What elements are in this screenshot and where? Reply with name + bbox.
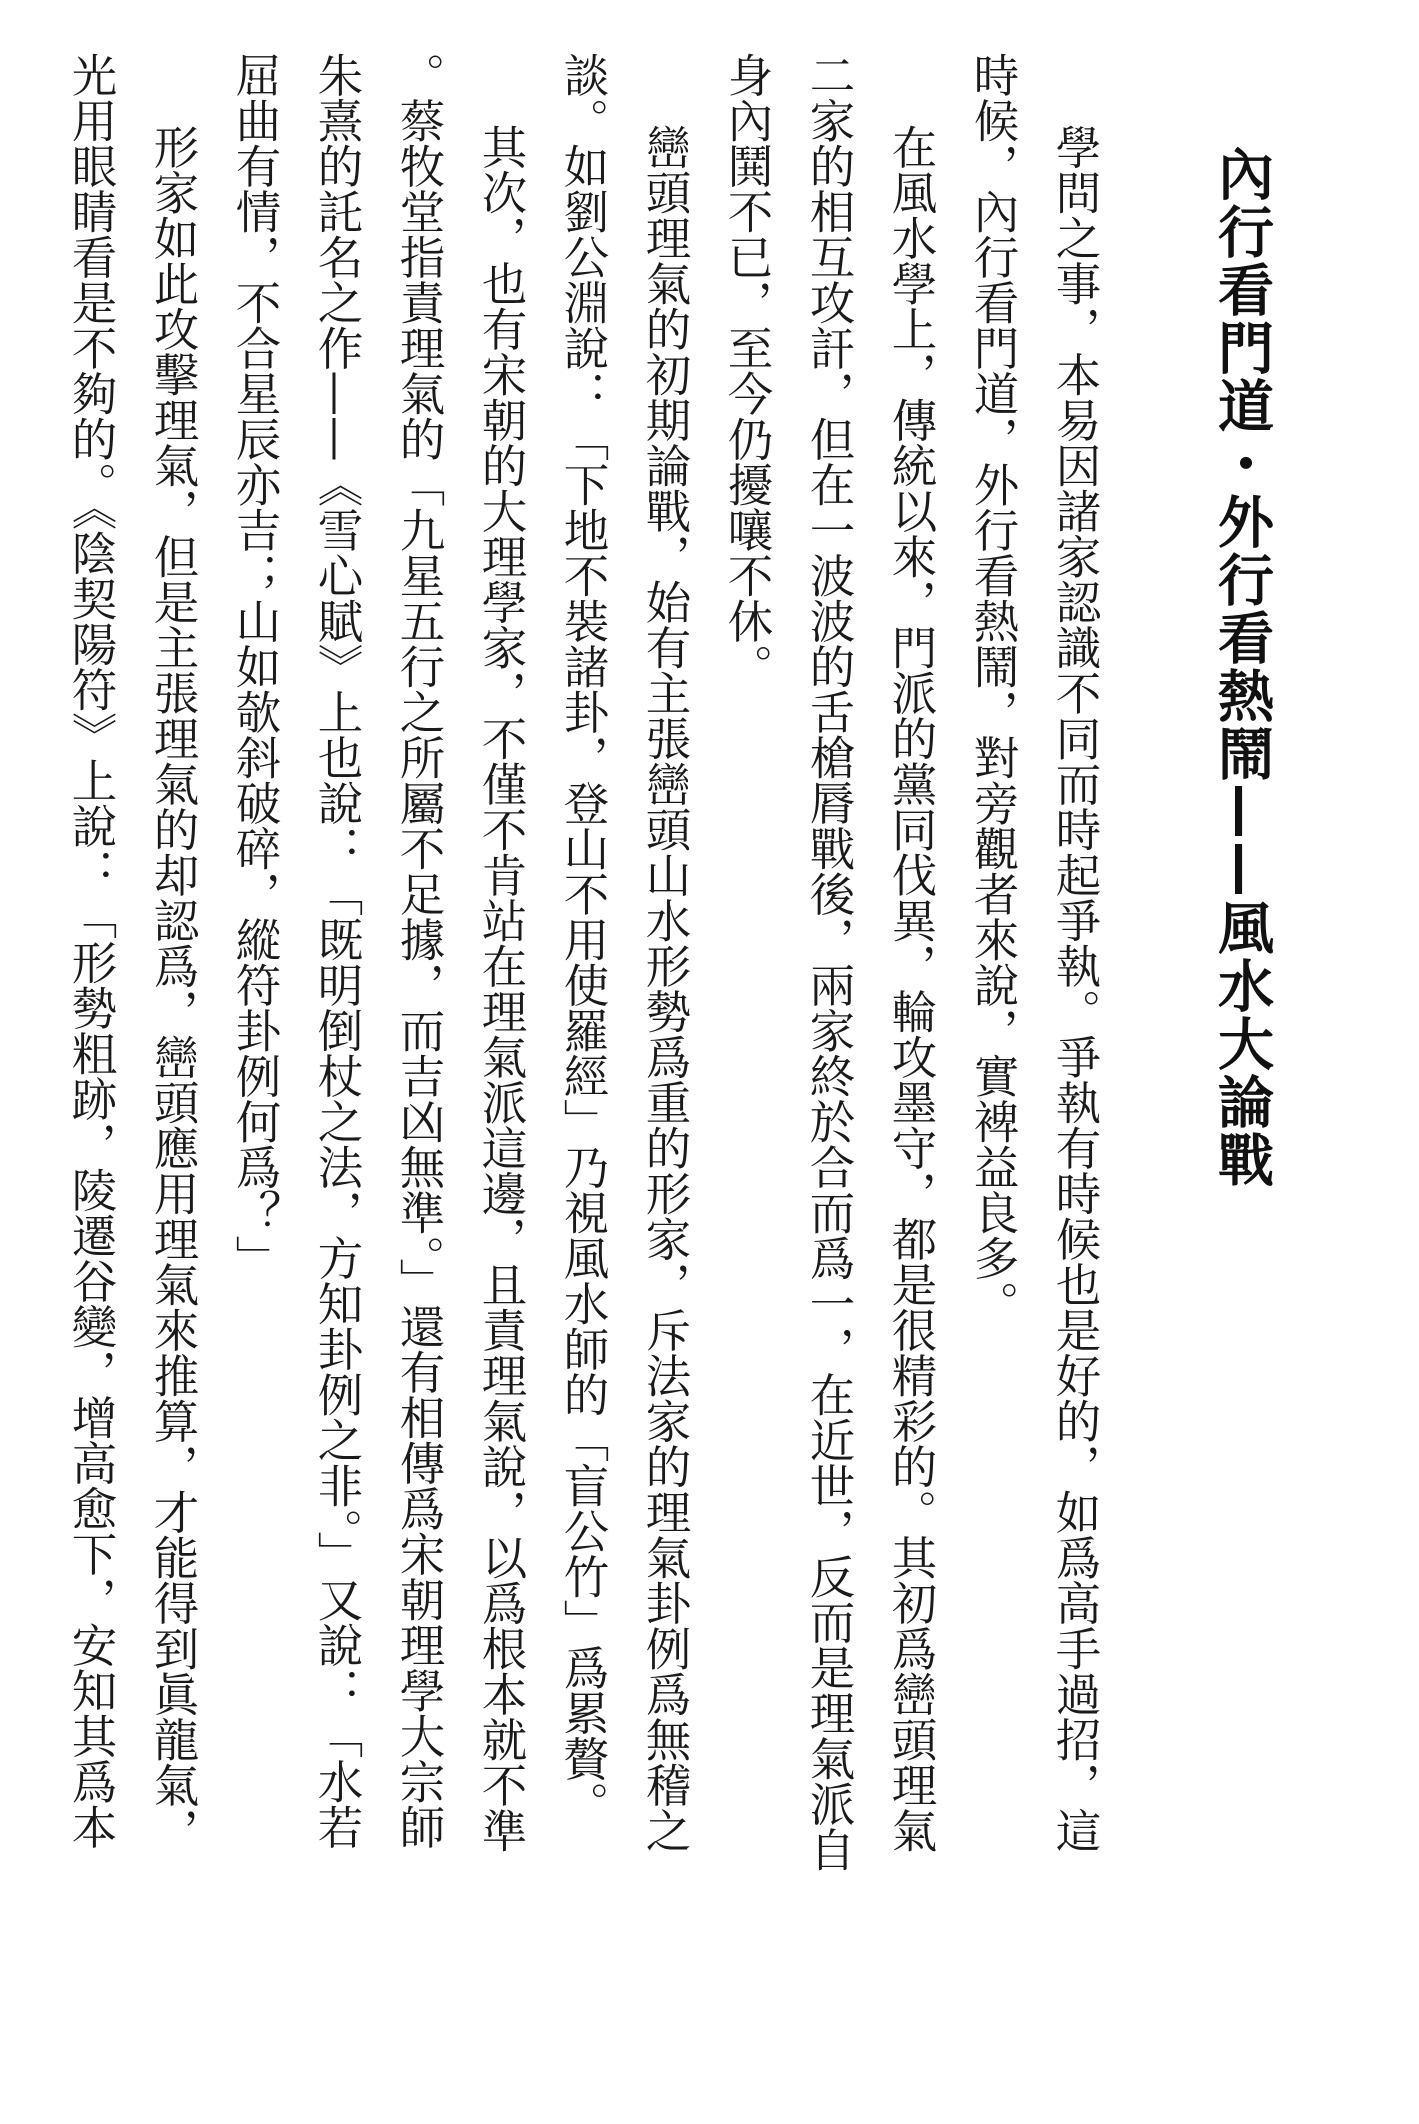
text-column-1: 學問之事，本易因諸家認識不同而時起爭執。爭執有時候也是好的，如爲高手過招，這 (1049, 124, 1102, 1853)
text-column-6: 巒頭理氣的初期論戰，始有主張巒頭山水形勢爲重的形家，斥法家的理氣卦例爲無稽之 (639, 124, 692, 1853)
text-column-5: 身內鬨不已，至今仍擾嚷不休。 (721, 52, 774, 689)
text-column-8: 其次，也有宋朝的大理學家，不僅不肯站在理氣派這邊，且責理氣說，以爲根本就不準 (475, 124, 528, 1853)
text-column-12: 形家如此攻擊理氣，但是主張理氣的却認爲，巒頭應用理氣來推算，才能得到眞龍氣， (147, 124, 200, 1853)
chapter-title: 內行看門道・外行看熱鬧——風水大論戰 (1209, 145, 1274, 1189)
text-column-3: 在風水學上，傳統以來，門派的黨同伐異，輪攻墨守，都是很精彩的。其初爲巒頭理氣 (885, 124, 938, 1853)
text-column-9: 。蔡牧堂指責理氣的「九星五行之所屬不足據，而吉凶無準。」還有相傳爲宋朝理學大宗師 (393, 52, 446, 1850)
text-column-13: 光用眼睛看是不夠的。《陰契陽符》上說：「形勢粗跡，陵遷谷變，增高愈下，安知其爲本 (65, 52, 118, 1850)
text-column-4: 二家的相互攻訐，但在一波波的舌槍脣戰後，兩家終於合而爲一，在近世，反而是理氣派自 (803, 52, 856, 1872)
text-column-11: 屈曲有情，不合星辰亦吉；山如欹斜破碎，縱符卦例何爲？」 (229, 52, 282, 1281)
text-column-7: 談。如劉公淵說：「下地不裝諸卦，登山不用使羅經」乃視風水師的「盲公竹」爲累贅。 (557, 52, 610, 1827)
text-column-10: 朱熹的託名之作——《雪心賦》上也說：「既明倒杖之法，方知卦例之非。」又說：「水若 (311, 52, 364, 1850)
text-column-2: 時候，內行看門道，外行看熱鬧，對旁觀者來說，實裨益良多。 (967, 52, 1020, 1326)
